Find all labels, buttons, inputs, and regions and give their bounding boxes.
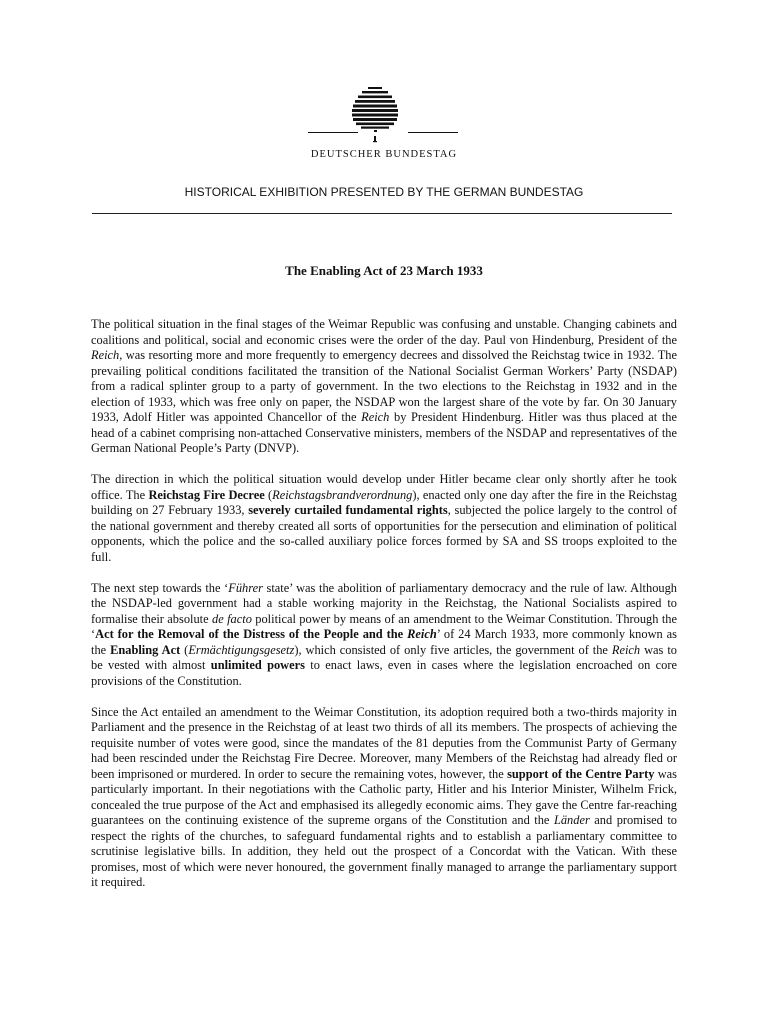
paragraph-1: The political situation in the final stages of the Weimar Republic was confusing and unstable. Changing cabinets and coalitions and political, social and economic crises were the order of the day. Paul von Hindenburg, President of the Reich, was resorting more and more frequently to emergency decrees and dissolved the Reichstag twice in 1932. The prevailing political conditions facilitated the transition of the National Socialist German Workers’ Party (NSDAP) from a radical splinter group to a party of government. In the two elections to the Reichstag in 1932 and in the election of 1933, which was free only on paper, the NSDAP won the largest share of the vote by far. On 30 January 1933, Adolf Hitler was appointed Chancellor of the Reich by President Hindenburg. Hitler was thus placed at the head of a cabinet comprising non-attached Conservative ministers, members of the NSDAP and representatives of the German National People’s Party (DNVP). — [91, 317, 677, 455]
paragraph-4: Since the Act entailed an amendment to the Weimar Constitution, its adoption required both a two-thirds majority in Parliament and the presence in the Reichstag of at least two thirds of all its members. The prospects of achieving the requisite number of votes were good, since the mandates of the 81 deputies from the Communist Party of Germany had been rescinded under the Reichstag Fire Decree. Moreover, many Members of the Reichstag had already fled or been imprisoned or murdered. In order to secure the remaining votes, however, the support of the Centre Party was particularly important. In their negotiations with the Catholic party, Hitler and his Interior Minister, Wilhelm Frick, concealed the true purpose of the Act and emphasised its allegedly economic aims. They gave the Centre far-reaching guarantees on the continuing existence of the supreme organs of the Constitution and the Länder and promised to respect the rights of the churches, to safeguard fundamental rights and to establish a parliamentary committee to scrutinise legislative bills. In addition, they held out the prospect of a Concordat with the Vatican. With these promises, most of which were never honoured, the government finally managed to arrange the parliamentary support it required. — [91, 704, 678, 889]
bundestag-eagle-logo — [308, 84, 458, 146]
header-divider — [92, 213, 672, 214]
exhibition-heading: HISTORICAL EXHIBITION PRESENTED BY THE GERMAN BUNDESTAG — [184, 185, 584, 199]
org-name: DEUTSCHER BUNDESTAG — [310, 149, 458, 160]
document-body — [91, 317, 677, 891]
eagle-icon — [308, 84, 458, 146]
document-title: The Enabling Act of 23 March 1933 — [285, 263, 483, 278]
paragraph-3: The next step towards the ‘Führer state’ was the abolition of parliamentary democracy and the rule of law. Although the NSDAP-led government had a stable working majority in the Reichstag, the National Socialists aspired to formalise their absolute de facto political power by means of an amendment to the Weimar Constitution. Through the ‘Act for the Removal of the Distress of the People and the Reich’ of 24 March 1933, more commonly known as the Enabling Act (Ermächtigungsgesetz), which consisted of only five articles, the government of the Reich was to be vested with almost unlimited powers to enact laws, even in cases where the legislation encroached on core provisions of the Constitution. — [91, 580, 677, 688]
paragraph-2: The direction in which the political situation would develop under Hitler became clear only shortly after he took office. The Reichstag Fire Decree (Reichstagsbrandverordnung), enacted only one day after the fire in the Reichstag building on 27 February 1933, severely curtailed fundamental rights, subjected the police largely to the control of the national government and thereby created all sorts of opportunities for the persecution and elimination of political opponents, which the police and the so-called auxiliary police forces formed by SA and SS troops exploited to the full. — [91, 472, 678, 564]
